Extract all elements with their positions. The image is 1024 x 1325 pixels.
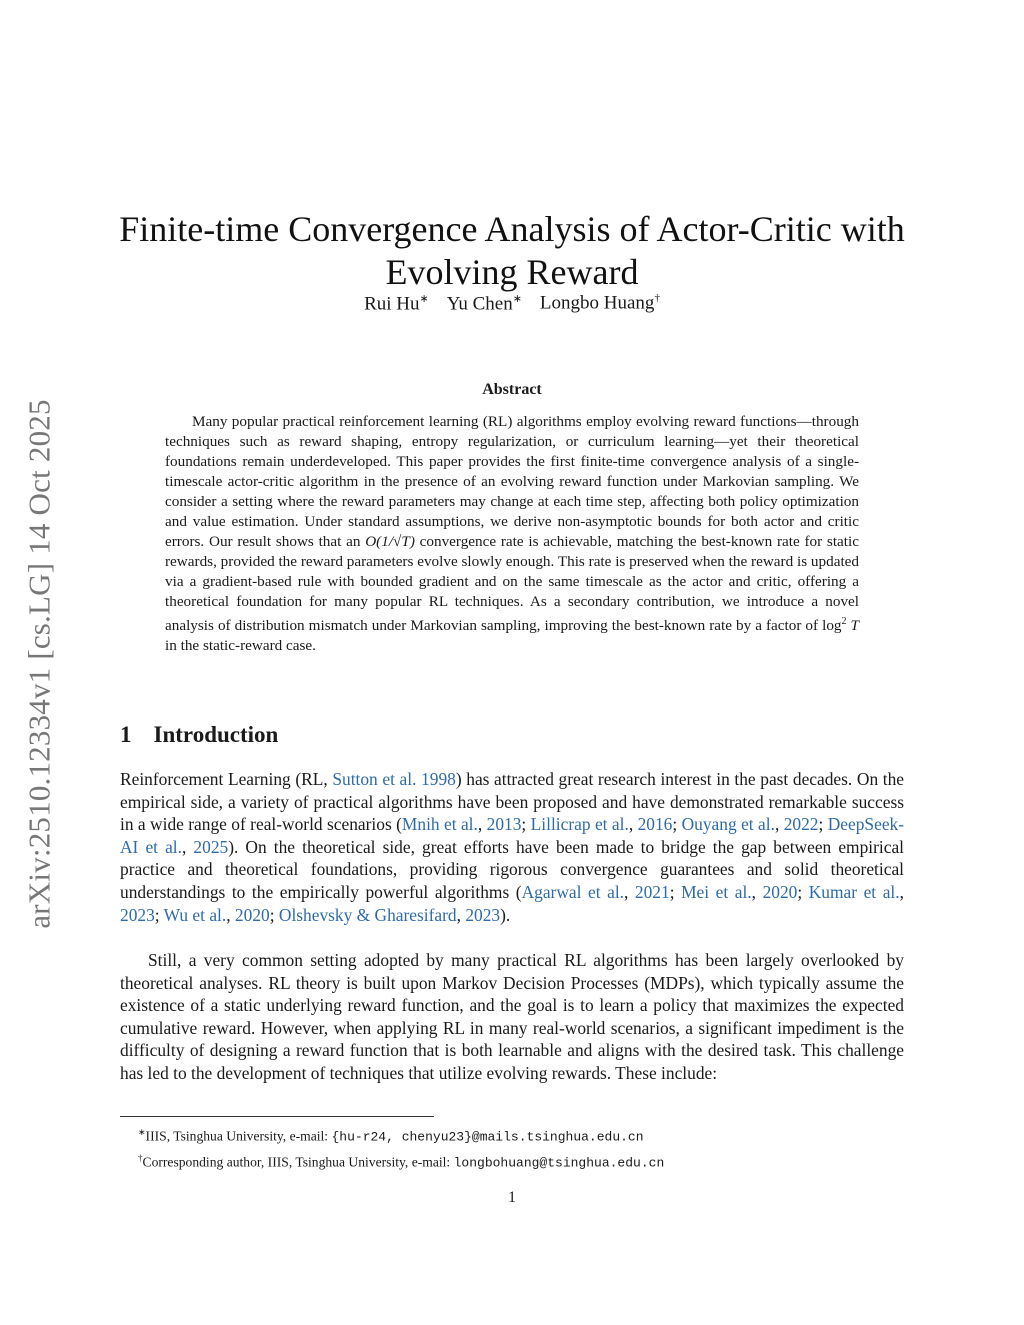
intro-paragraph-1: Reinforcement Learning (RL, Sutton et al. 1998) has attracted great research interest in the past decades. On the empirical side, a variety of practical algorithms have been proposed and have demonstrated remarkable success in a wide range of real-world scenarios (Mnih et al., 2013; Lillicrap et al., 2016; Ouyang et al., 2022; DeepSeek-AI et al., 2025). On the theoretical side, great efforts have been made to bridge the gap between empirical practice and theoretical foundations, providing rigorous convergence guarantees and solid theoretical understandings to the empirically powerful algorithms (Agarwal et al., 2021; Mei et al., 2020; Kumar et al., 2023; Wu et al., 2020; Olshevsky & Gharesifard, 2023). <box>120 769 905 925</box>
citation-link[interactable]: 2025 <box>193 836 229 857</box>
citation-link[interactable]: 2022 <box>783 814 819 835</box>
citation-link[interactable]: Agarwal et al. <box>521 881 624 902</box>
citation-link[interactable]: 2020 <box>762 881 798 902</box>
author: Yu Chen∗ <box>446 293 522 315</box>
footnotes <box>138 1122 898 1173</box>
author-list <box>200 292 824 315</box>
citation-link[interactable]: Wu et al. <box>163 904 227 925</box>
convergence-rate: O(1/√T) <box>365 533 415 550</box>
footnote-2: †Corresponding author, IIIS, Tsinghua University, e-mail: longbohuang@tsinghua.edu.cn <box>138 1152 665 1171</box>
citation-link[interactable]: Mei et al. <box>681 881 752 902</box>
citation-link[interactable]: 2013 <box>486 814 522 835</box>
corresponding-email: longbohuang@tsinghua.edu.cn <box>453 1155 665 1171</box>
citation-link[interactable]: 2016 <box>637 814 673 835</box>
citation-link[interactable]: Olshevsky & Gharesifard <box>278 904 457 925</box>
author: Longbo Huang† <box>539 292 660 314</box>
citation-link[interactable]: Mnih et al. <box>401 814 478 835</box>
citation-link[interactable]: Ouyang et al. <box>681 814 775 835</box>
arxiv-identifier-text: arXiv:2510.12334v1 [cs.LG] 14 Oct 2025 <box>22 399 58 929</box>
citation-link[interactable]: Lillicrap et al. <box>530 814 629 835</box>
section-number: 1 <box>120 722 132 747</box>
abstract-heading: Abstract <box>482 381 542 398</box>
footnote-divider <box>120 1116 434 1117</box>
footnote-1: ∗IIIS, Tsinghua University, e-mail: {hu-r24, chenyu23}@mails.tsinghua.edu.cn <box>138 1127 644 1145</box>
citation-link[interactable]: 2020 <box>234 904 270 925</box>
citation-link[interactable]: DeepSeek-AI et al. <box>120 814 905 857</box>
citation-link[interactable]: 2023 <box>465 904 501 925</box>
citation-link[interactable]: Sutton et al. 1998 <box>332 769 456 789</box>
citation-link[interactable]: 2023 <box>120 904 155 925</box>
arxiv-identifier-stamp <box>18 372 62 956</box>
section-title: Introduction <box>153 722 279 747</box>
author: Rui Hu∗ <box>364 293 429 315</box>
citation-link[interactable]: Kumar et al. <box>808 881 900 902</box>
paper-title: Finite-time Convergence Analysis of Actor-Critic with Evolving Reward <box>119 209 905 293</box>
page-number: 1 <box>508 1189 516 1206</box>
author-emails: {hu-r24, chenyu23}@mails.tsinghua.edu.cn <box>331 1129 644 1145</box>
section-heading-introduction <box>120 722 278 748</box>
citation-link[interactable]: 2021 <box>634 881 670 902</box>
intro-paragraph-2: Still, a very common setting adopted by many practical RL algorithms has been largely overlooked by theoretical analyses. RL theory is built upon Markov Decision Processes (MDPs), which typically assume the existence of a static underlying reward function, and the goal is to learn a policy that maximizes the expected cumulative reward. However, when applying RL in many real-world scenarios, a significant impediment is the difficulty of designing a reward function that is both learnable and aligns with the desired task. This challenge has led to the development of techniques that utilize evolving rewards. These include: <box>120 950 904 1083</box>
abstract-body: Many popular practical reinforcement learning (RL) algorithms employ evolving reward functions—through techniques such as reward shaping, entropy regularization, or curriculum learning—yet their theoretical foundations remain underdeveloped. This paper provides the first finite-time convergence analysis of a single-timescale actor-critic algorithm in the presence of an evolving reward function under Markovian sampling. We consider a setting where the reward parameters may change at each time step, affecting both policy optimization and value estimation. Under standard assumptions, we derive non-asymptotic bounds for both actor and critic errors. Our result shows that an O(1/√T) convergence rate is achievable, matching the best-known rate for static rewards, provided the reward parameters evolve slowly enough. This rate is preserved when the reward is updated via a gradient-based rule with bounded gradient and on the same timescale as the actor and critic, offering a theoretical foundation for many popular RL techniques. As a secondary contribution, we introduce a novel analysis of distribution mismatch under Markovian sampling, improving the best-known rate by a factor of $\log^2 T$ in the static-reward case. <box>165 413 859 655</box>
